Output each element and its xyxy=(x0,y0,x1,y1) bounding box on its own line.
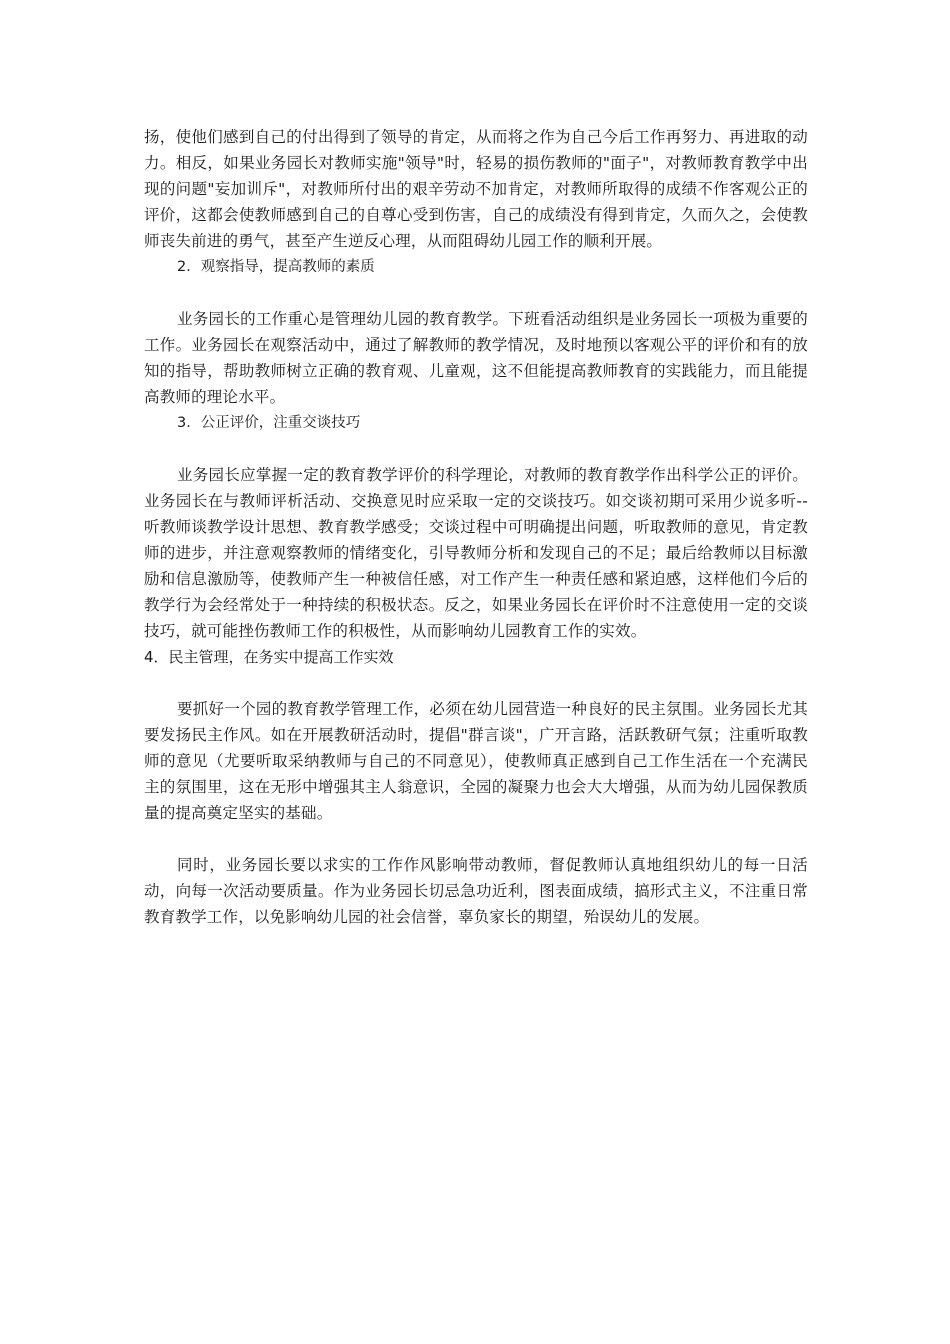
section-heading-4: 4．民主管理，在务实中提高工作实效 xyxy=(144,648,394,666)
paragraph-1: 扬，使他们感到自己的付出得到了领导的肯定，从而将之作为自己今后工作再努力、再进取的动力。相反，如果业务园长对教师实施"领导"时，轻易的损伤教师的"面子"，对教师教育教学中出现的问题"妄加训斥"，对教师所付出的艰辛劳动不加肯定，对教师所取得的成绩不作客观公正的评价，这都会使教师感到自己的自尊心受到伤害，自己的成绩没有得到肯定，久而久之，会使教师丧失前进的勇气，甚至产生逆反心理，从而阻碍幼儿园工作的顺利开展。 xyxy=(144,128,808,250)
paragraph-4: 要抓好一个园的教育教学管理工作，必须在幼儿园营造一种良好的民主氛围。业务园长尤其要发扬民主作风。如在开展教研活动时，提倡"群言谈"，广开言路，活跃教研气氛；注重听取教师的意见（尤要听取采纳教师与自己的不同意见），使教师真正感到自己工作生活在一个充满民主的氛围里，这在无形中增强其主人翁意识，全园的凝聚力也会大大增强，从而为幼儿园保教质量的提高奠定坚实的基础。 xyxy=(144,700,808,822)
paragraph-5: 同时，业务园长要以求实的工作作风影响带动教师，督促教师认真地组织幼儿的每一日活动，向每一次活动要质量。作为业务园长切忌急功近利，图表面成绩，搞形式主义，不注重日常教育教学工作，以免影响幼儿园的社会信誉，辜负家长的期望，殆误幼儿的发展。 xyxy=(144,856,808,926)
paragraph-2: 业务园长的工作重心是管理幼儿园的教育教学。下班看活动组织是业务园长一项极为重要的工作。业务园长在观察活动中，通过了解教师的教学情况，及时地预以客观公平的评价和有的放知的指导，帮助教师树立正确的教育观、儿童观，这不但能提高教师教育的实践能力，而且能提高教师的理论水平。 xyxy=(144,310,808,406)
paragraph-3: 业务园长应掌握一定的教育教学评价的科学理论，对教师的教育教学作出科学公正的评价。业务园长在与教师评析活动、交换意见时应采取一定的交谈技巧。如交谈初期可采用少说多听--听教师谈教学设计思想、教育教学感受；交谈过程中可明确提出问题，听取教师的意见，肯定教师的进步，并注意观察教师的情绪变化，引导教师分析和发现自己的不足；最后给教师以目标激励和信息激励等，使教师产生一种被信任感，对工作产生一种责任感和紧迫感，这样他们今后的教学行为会经常处于一种持续的积极状态。反之，如果业务园长在评价时不注意使用一定的交谈技巧，就可能挫伤教师工作的积极性，从而影响幼儿园教育工作的实效。 xyxy=(144,466,808,640)
section-heading-2: 2．观察指导，提高教师的素质 xyxy=(177,259,375,275)
section-heading-3: 3．公正评价，注重交谈技巧 xyxy=(177,415,361,431)
document-page xyxy=(144,124,808,930)
